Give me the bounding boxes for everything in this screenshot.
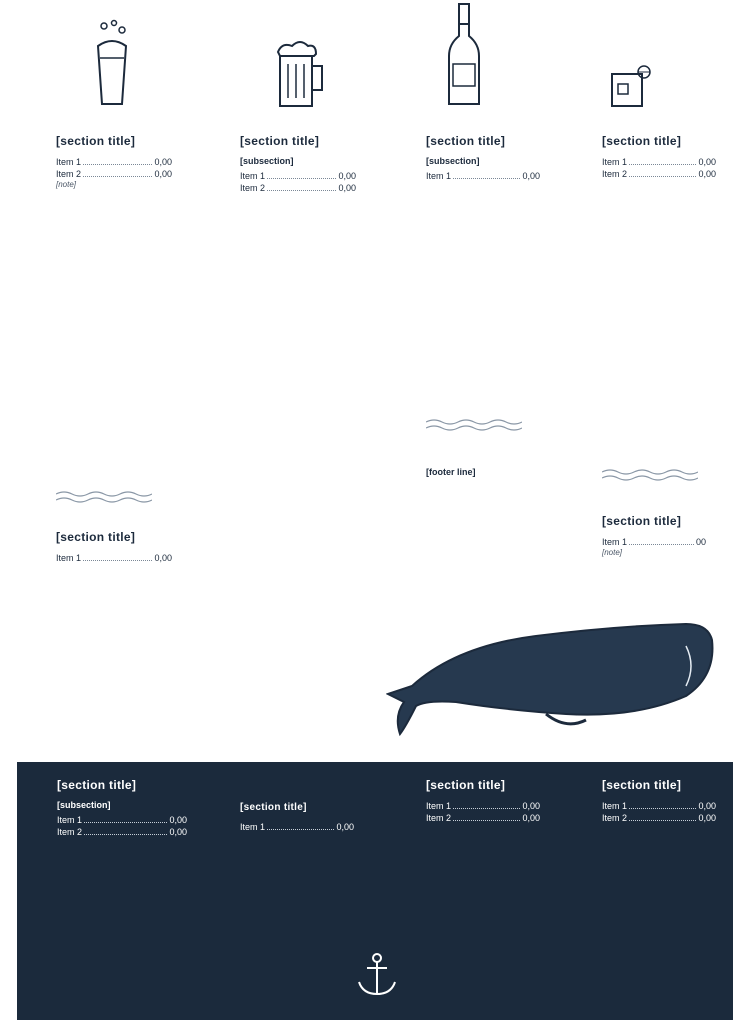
anchor-icon: [355, 952, 399, 1000]
menu-row: Item 1 0,00: [602, 157, 716, 167]
menu-row: Item 1 0,00: [240, 171, 356, 181]
column-warme-dranken: [426, 778, 540, 824]
column-sterke-dranken: [602, 778, 716, 824]
menu-note: [note]: [56, 180, 77, 189]
menu-row: Item 2 0,00: [426, 813, 540, 823]
aperitief-title: [section title]: [602, 134, 682, 148]
menu-row: Item 1 0,00: [602, 801, 716, 811]
dessert-title: [section title]: [57, 778, 137, 792]
wave-divider: [426, 416, 522, 436]
column-alcoholvrij: [56, 530, 172, 564]
menu-row: Item 1 0,00: [426, 801, 540, 811]
menu-note: [note]: [602, 548, 623, 557]
frisdranken-section: [56, 134, 172, 190]
menu-row: Item 2 0,00: [602, 813, 716, 823]
warme-title: [section title]: [426, 778, 506, 792]
menu-row: Item 2 0,00: [240, 183, 356, 193]
menu-row: Item 1 0,00: [57, 815, 187, 825]
alcoholvrij-title: [section title]: [56, 530, 136, 544]
column-bieren: [240, 134, 356, 194]
dessert-subtitle: [subsection]: [57, 800, 111, 810]
bieren-title: [section title]: [240, 134, 320, 148]
column-aperitief: [602, 134, 716, 180]
coupes-title: [section title]: [240, 802, 307, 813]
menu-row: Item 2 0,00: [602, 169, 716, 179]
whale-illustration: [386, 606, 716, 740]
specials-title: [section title]: [602, 514, 682, 528]
column-wijnen: [426, 134, 540, 182]
column-frisdranken: [56, 134, 172, 190]
menu-row: Item 1 0,00: [56, 553, 172, 563]
sterke-title: [section title]: [602, 778, 682, 792]
wave-divider: [56, 488, 152, 508]
menu-row: Item 2 0,00: [56, 169, 172, 179]
menu-row: Item 1 0,00: [426, 171, 540, 181]
dessert-band: [17, 762, 733, 1020]
bieren-subtitle: [subsection]: [240, 156, 294, 166]
frisdranken-title: [section title]: [56, 134, 136, 148]
wave-divider: [602, 466, 698, 486]
column-coupes: [240, 802, 354, 833]
beer-mug-icon: [272, 38, 328, 110]
menu-row: Item 1 00: [602, 537, 706, 547]
menu-row: Item 1 0,00: [240, 822, 354, 832]
column-specials: [602, 514, 706, 558]
wijnen-footer: [footer line]: [426, 467, 476, 477]
menu-row: Item 1 0,00: [56, 157, 172, 167]
wine-bottle-icon: [444, 2, 484, 108]
column-dessert: [57, 778, 187, 838]
wijnen-subtitle: [subsection]: [426, 156, 480, 166]
wijnen-title: [section title]: [426, 134, 506, 148]
menu-row: Item 2 0,00: [57, 827, 187, 837]
cocktail-glass-icon: [608, 62, 656, 108]
soda-glass-icon: [92, 18, 132, 108]
